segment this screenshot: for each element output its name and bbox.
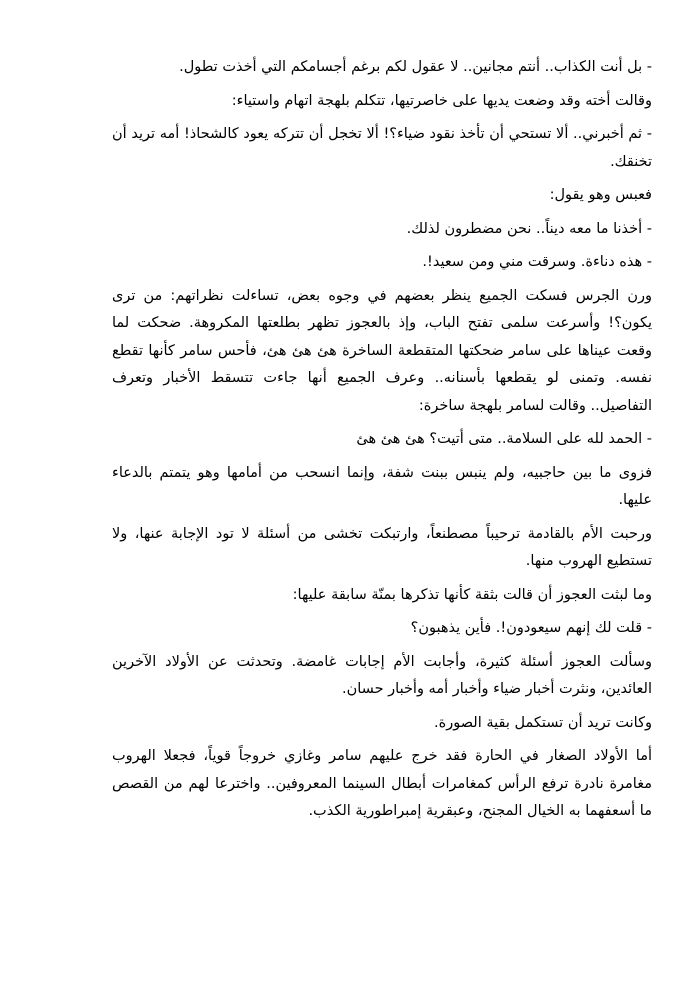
dialogue-line: - الحمد لله على السلامة.. متى أتيت؟ هئ هئ هئ <box>356 431 652 447</box>
dialogue-line: - ثم أخبرني.. ألا تستحي أن تأخذ نقود ضياء؟! ألا تخجل أن تتركه يعود كالشحاذ! أمه تريد أن تخنقك. <box>112 126 652 170</box>
paragraph: وما لبثت العجوز أن قالت بثقة كأنها تذكرها بمنّة سابقة عليها: <box>292 586 652 603</box>
paragraph: وسألت العجوز أسئلة كثيرة، وأجابت الأم إجابات غامضة. وتحدثت عن الأولاد الآخرين العائدين، ونثرت أخبار ضياء وأخبار أمه وأخبار حسان. <box>112 653 652 697</box>
dialogue-line: - هذه دناءة. وسرقت مني ومن سعيد!. <box>422 254 652 270</box>
paragraph: ورن الجرس فسكت الجميع ينظر بعضهم في وجوه بعض، تساءلت نظراتهم: من ترى يكون؟! وأسرعت سلمى تفتح الباب، وإذ بالعجوز تظهر بطلعتها المكروهة. ضحكت لما وقعت عيناها على سامر ضحكتها المتقطعة الساخرة هئ هئ هئ، فأحس سامر كأنها تقطع نفسه. وتمنى لو يقطعها بأسنانه.. وعرف الجميع أنها جاءت تتسقط الأخبار وتعرف التفاصيل.. وقالت لسامر بلهجة ساخرة: <box>112 287 652 414</box>
paragraph: وكانت تريد أن تستكمل بقية الصورة. <box>434 714 652 731</box>
dialogue-line: - أخذنا ما معه ديناً.. نحن مضطرون لذلك. <box>406 220 652 237</box>
paragraph: وقالت أخته وقد وضعت يديها على خاصرتيها، تتكلم بلهجة اتهام واستياء: <box>231 92 652 109</box>
body-text <box>112 54 652 826</box>
paragraph: أما الأولاد الصغار في الحارة فقد خرج عليهم سامر وغازي خروجاً قوياً، فجعلا الهروب مغامرة نادرة ترفع الرأس كمغامرات أبطال السينما المعروفين.. واخترعا لهم من القصص ما أسعفهما به الخيال المجنح، وعبقرية إمبراطورية الكذب. <box>112 748 652 819</box>
paragraph: فعبس وهو يقول: <box>549 187 652 203</box>
dialogue-line: - بل أنت الكذاب.. أنتم مجانين.. لا عقول لكم برغم أجسامكم التي أخذت تطول. <box>179 59 652 75</box>
dialogue-line: - قلت لك إنهم سيعودون!. فأين يذهبون؟ <box>410 620 652 636</box>
paragraph: فزوى ما بين حاجبيه، ولم ينبس ببنت شفة، وإنما انسحب من أمامها وهو يتمتم بالدعاء عليها. <box>112 464 652 508</box>
paragraph: ورحبت الأم بالقادمة ترحيباً مصطنعاً، وارتبكت تخشى من أسئلة لا تود الإجابة عنها، ولا تستطيع الهروب منها. <box>112 525 652 569</box>
